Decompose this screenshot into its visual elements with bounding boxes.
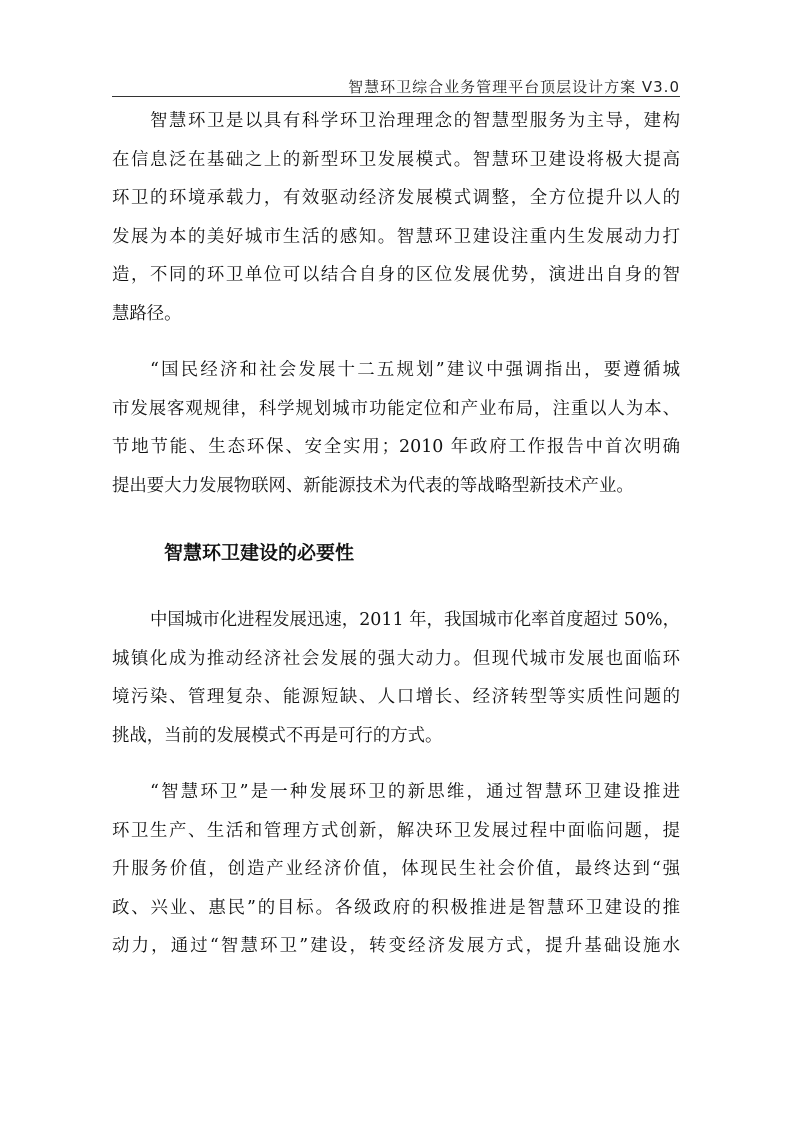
text-line: 在信息泛在基础之上的新型环卫发展模式。智慧环卫建设将极大提高 [112, 149, 680, 170]
text-line: “智慧环卫”是一种发展环卫的新思维，通过智慧环卫建设推进 [150, 782, 680, 802]
paragraph-plan [112, 351, 680, 505]
text-line: 挑战，当前的发展模式不再是可行的方式。 [112, 725, 443, 746]
page-header [112, 74, 680, 97]
text-line: 提出要大力发展物联网、新能源技术为代表的等战略型新技术产业。 [112, 475, 634, 496]
text-line: 环卫的环境承载力，有效驱动经济发展模式调整，全方位提升以人的 [112, 188, 680, 208]
paragraph-gap [112, 333, 680, 351]
paragraph-smart-sanitation [112, 773, 680, 966]
text-line: 慧路径。 [112, 303, 182, 324]
section-heading: 智慧环卫建设的必要性 [164, 542, 355, 564]
text-line: 发展为本的美好城市生活的感知。智慧环卫建设注重内生发展动力打 [112, 226, 680, 247]
text-line: 节地节能、生态环保、安全实用；2010 年政府工作报告中首次明确 [112, 437, 680, 457]
text-line: 升服务价值，创造产业经济价值，体现民生社会价值，最终达到“强 [112, 859, 680, 879]
text-line: “国民经济和社会发展十二五规划”建议中强调指出，要遵循城 [150, 360, 680, 380]
text-line: 造，不同的环卫单位可以结合自身的区位发展优势，演进出自身的智 [112, 265, 680, 285]
text-line: 境污染、管理复杂、能源短缺、人口增长、经济转型等实质性问题的 [112, 687, 680, 707]
paragraph-gap [112, 505, 680, 523]
paragraph-gap [112, 583, 680, 601]
document-body [112, 102, 680, 966]
paragraph-intro [112, 102, 680, 333]
text-line: 市发展客观规律，科学规划城市功能定位和产业布局，注重以人为本、 [112, 398, 680, 419]
text-line: 政、兴业、惠民”的目标。各级政府的积极推进是智慧环卫建设的推 [112, 897, 680, 918]
paragraph-gap [112, 755, 680, 773]
text-line: 动力，通过“智慧环卫”建设，转变经济发展方式，提升基础设施水 [112, 936, 680, 956]
text-line: 智慧环卫是以具有科学环卫治理理念的智慧型服务为主导，建构 [150, 111, 680, 131]
paragraph-urbanization [112, 601, 680, 755]
text-line: 中国城市化进程发展迅速，2011 年，我国城市化率首度超过 50%， [150, 610, 680, 630]
text-line: 环卫生产、生活和管理方式创新，解决环卫发展过程中面临问题，提 [112, 820, 680, 841]
document-title: 智慧环卫综合业务管理平台顶层设计方案 V3.0 [348, 78, 680, 96]
text-line: 城镇化成为推动经济社会发展的强大动力。但现代城市发展也面临环 [112, 648, 680, 669]
